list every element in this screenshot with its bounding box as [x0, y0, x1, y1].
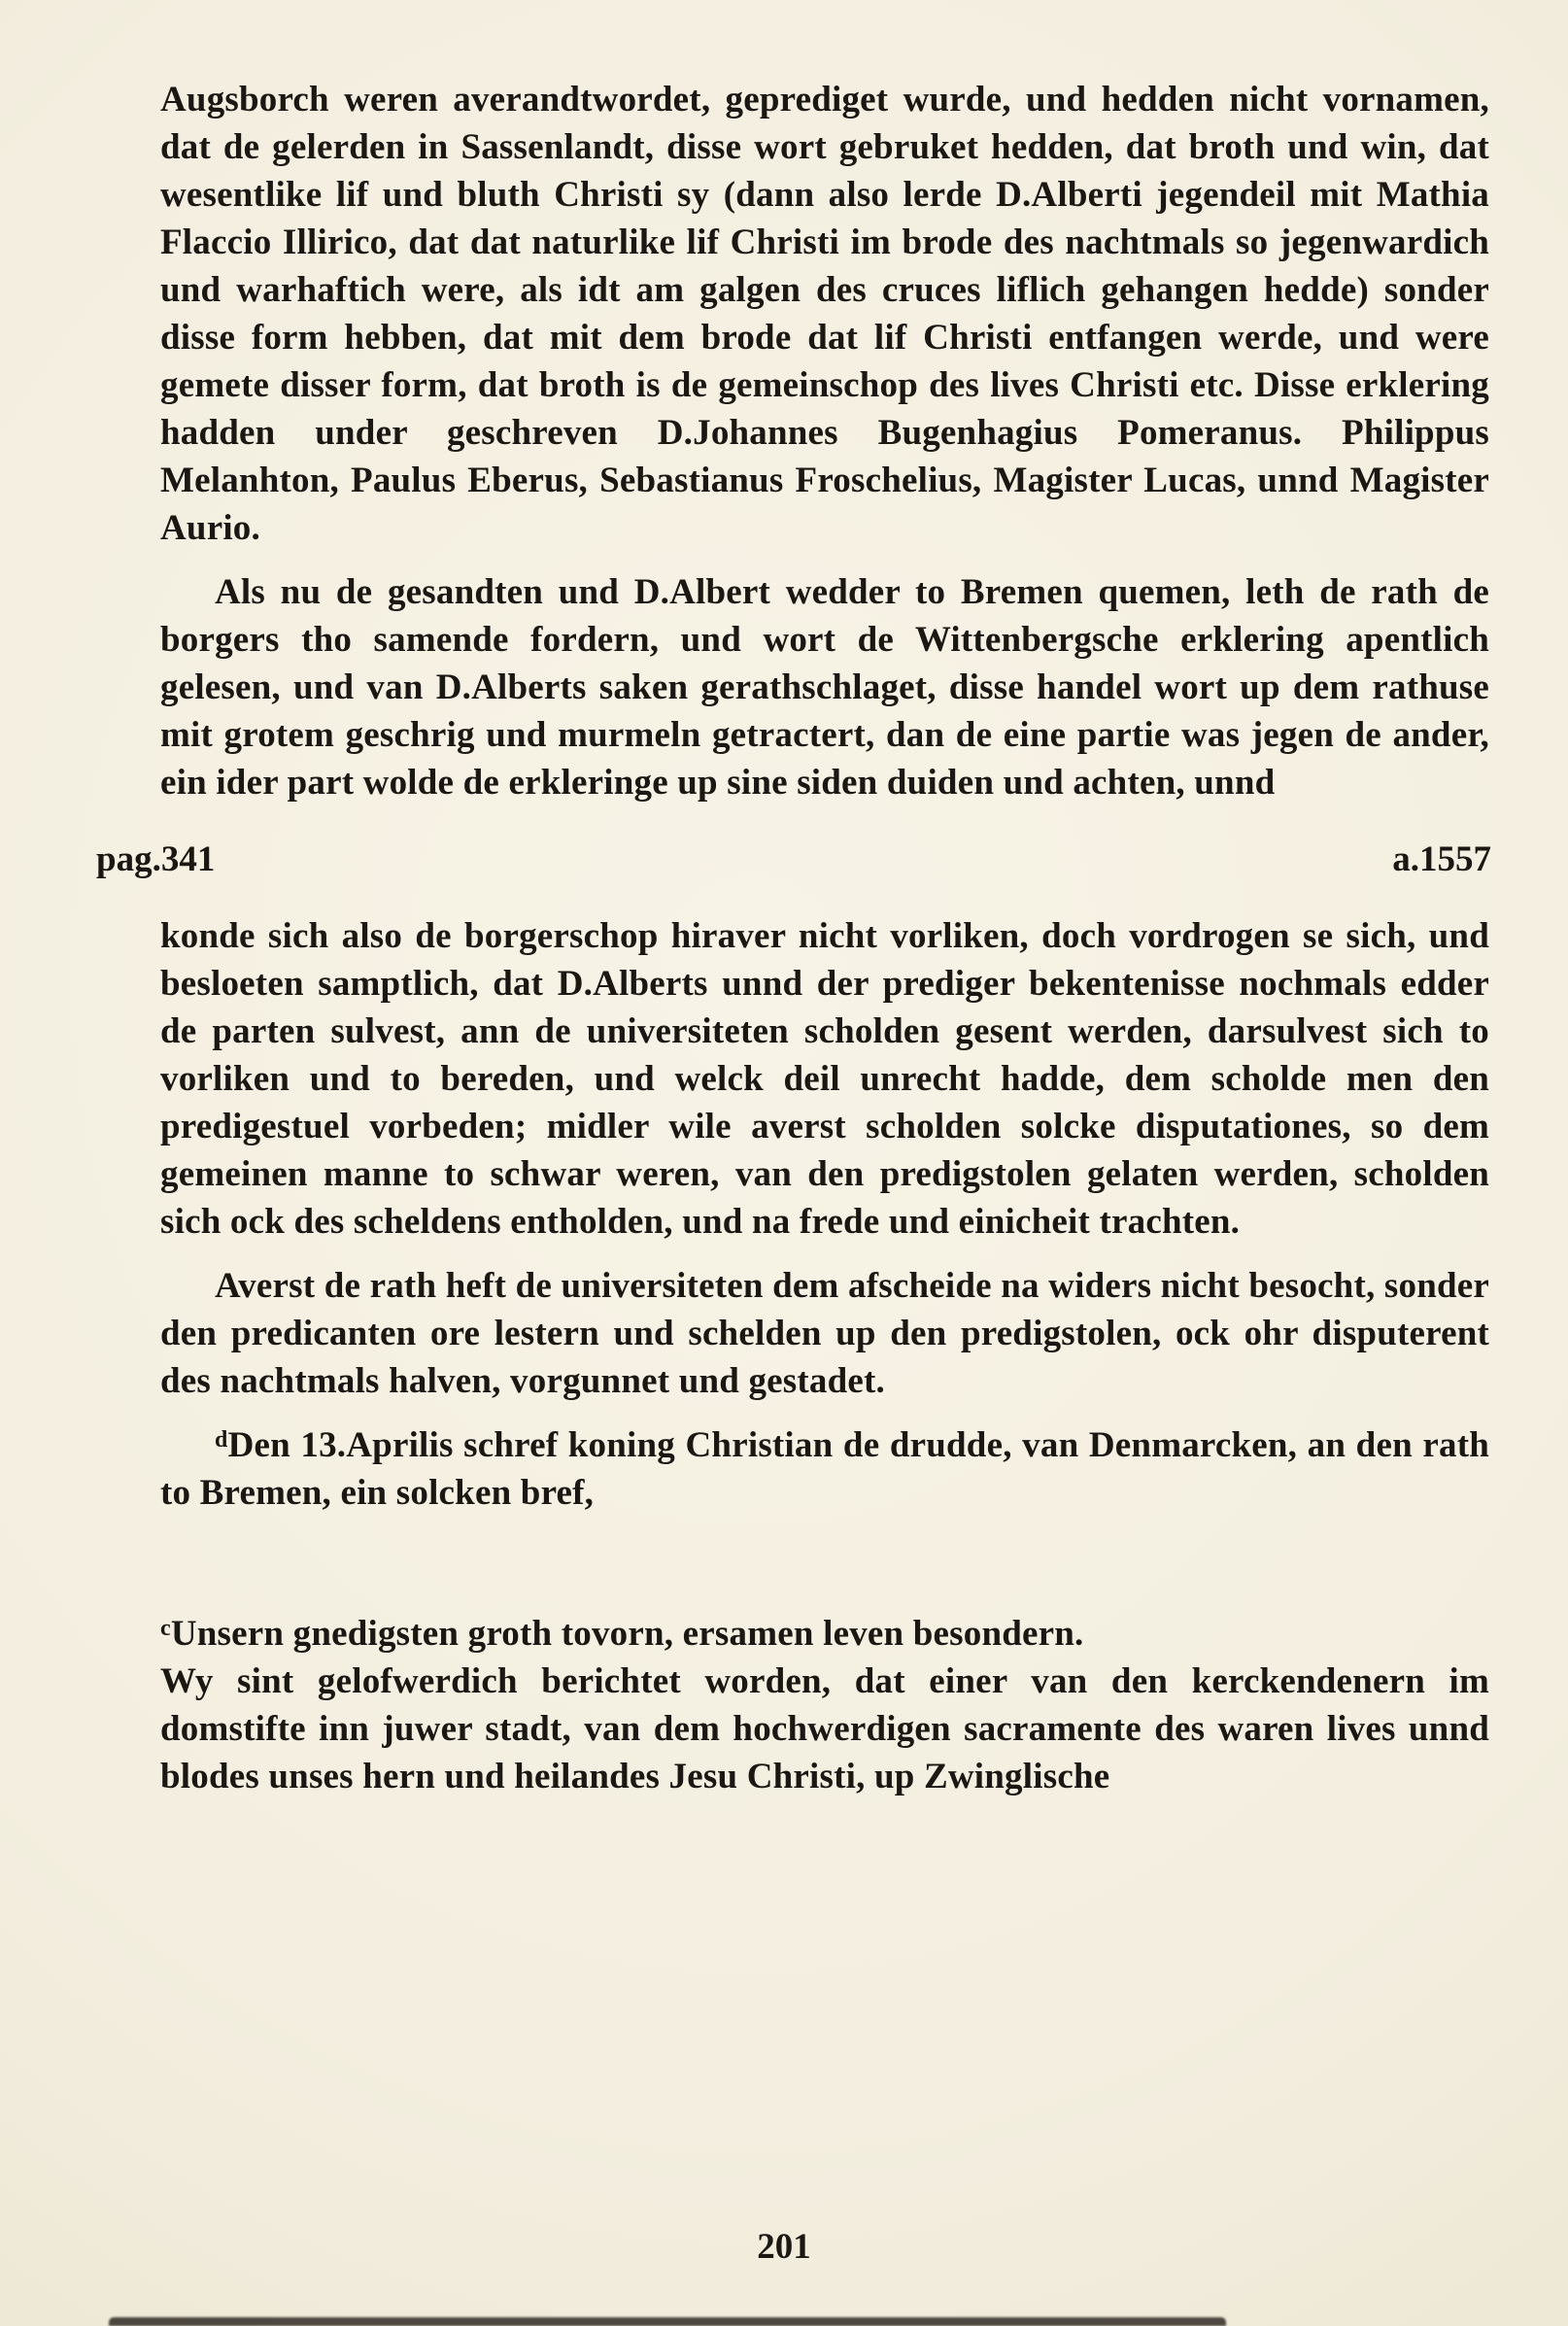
paragraph-3: konde sich also de borgerschop hiraver nicht vorliken, doch vordrogen se sich, und besloeten samptlich, dat D.Alberts unnd der prediger bekentenisse nochmals edder de parten sulvest, ann de universiteten scholden gesent werden, darsulvest sich to vorliken und to bereden, und welck deil unrecht hadde, dem scholde men den predigestuel vorbeden; midler wile averst scholden solcke disputationes, so dem gemeinen manne to schwar weren, van den predigstolen gelaten werden, scholden sich ock des scheldens entholden, und na frede und einicheit trachten.: [160, 916, 1489, 1242]
page-number: 201: [757, 2227, 811, 2267]
letter-body-text: Wy sint gelofwerdich berichtet worden, dat einer van den kerckendenern im domstifte inn juwer stadt, van dem hochwerdigen sacramente des waren lives unnd blodes unses hern und heilandes Jesu Christi, up Zwinglische: [160, 1661, 1489, 1796]
footnote-marker-d: d: [215, 1427, 228, 1453]
scan-edge-artifact: [109, 2317, 1226, 2326]
page-reference-row: [96, 836, 1491, 883]
paragraph-4: Averst de rath heft de universiteten dem afscheide na widers nicht besocht, sonder den predicanten ore lestern und schelden up den predigstolen, ock ohr disputerent des nachtmals halven, vorgunnet und gestadet.: [160, 1266, 1489, 1401]
paragraph-5-text: Den 13.Aprilis schref koning Christian de drudde, van Denmarcken, an den rath to Bremen, ein solcken bref,: [160, 1425, 1489, 1513]
paragraph-6-letter: [160, 1610, 1489, 1800]
letter-salutation-text: Unsern gnedigsten groth tovorn, ersamen leven besondern.: [170, 1614, 1084, 1654]
letter-salutation-line: [160, 1610, 1489, 1658]
footnote-marker-c: c: [160, 1616, 171, 1641]
year-ref-label: a.1557: [1392, 839, 1491, 879]
paragraph-2: Als nu de gesandten und D.Albert wedder to Bremen quemen, leth de rath de borgers tho samende fordern, und wort de Wittenbergsche erklering apentlich gelesen, und van D.Alberts saken gerathschlaget, disse handel wort up dem rathuse mit grotem geschrig und murmeln getractert, dan de eine partie was jegen de ander, ein ider part wolde de erkleringe up sine siden duiden und achten, unnd: [160, 572, 1489, 803]
paragraph-5: [160, 1421, 1489, 1517]
text-block: [96, 76, 1491, 1800]
paragraph-1: Augsborch weren averandtwordet, geprediget wurde, und hedden nicht vornamen, dat de gelerden in Sassenlandt, disse wort gebruket hedden, dat broth und win, dat wesentlike lif und bluth Christi sy (dann also lerde D.Alberti jegendeil mit Mathia Flaccio Illirico, dat dat naturlike lif Christi im brode des nachtmals so jegenwardich und warhaftich were, als idt am galgen des cruces liflich gehangen hedde) sonder disse form hebben, dat mit dem brode dat lif Christi entfangen werde, und were gemete disser form, dat broth is de gemeinschop des lives Christi etc. Disse erklering hadden under geschreven D.Johannes Bugenhagius Pomeranus. Philippus Melanhton, Paulus Eberus, Sebastianus Froschelius, Magister Lucas, unnd Magister Aurio.: [160, 80, 1489, 548]
page-ref-label: pag.341: [96, 839, 216, 879]
